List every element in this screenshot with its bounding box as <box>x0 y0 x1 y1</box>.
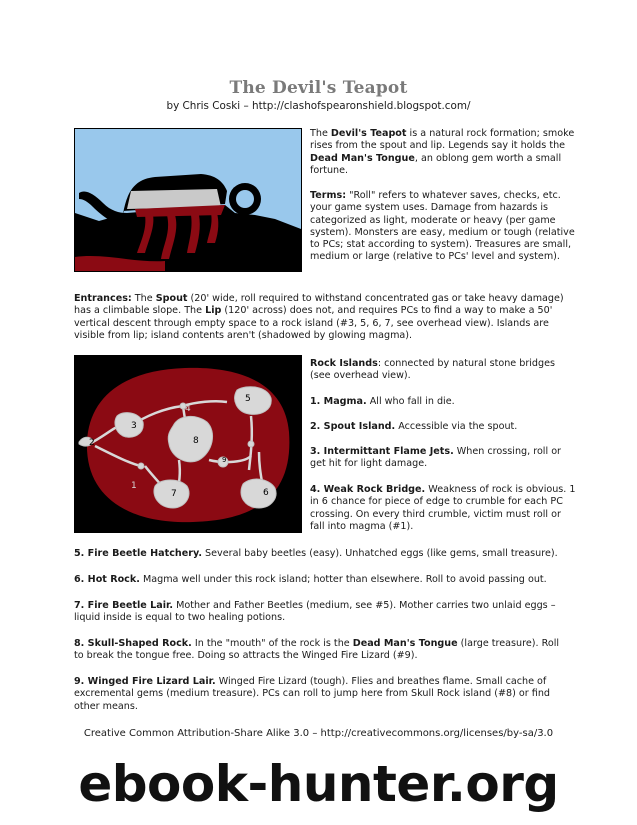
overhead-map-image <box>74 355 302 533</box>
license-footer: Creative Common Attribution-Share Alike 3.0 – http://creativecommons.org/licenses/by-sa/3.0 <box>83 728 554 739</box>
entrances-paragraph: Entrances: The Spout (20' wide, roll required to withstand concentrated gas or take heavy damage) has a climbable slope. The Lip (120' across) does not, and requires PCs to find a way to make a 50' vertical descent through empty space to a rock island (#3, 5, 6, 7, see overhead view). Islands are visible from lip; island contents aren't (shadowed by glowing magma). <box>74 293 564 341</box>
intro-paragraph: The Devil's Teapot is a natural rock formation; smoke rises from the spout and lip. Legends say it holds the Dead Man's Tongue, an oblong gem worth a small fortune. <box>310 128 575 176</box>
teapot-side-view-image <box>74 128 302 272</box>
entry-1: 1. Magma. All who fall in die. <box>310 396 455 407</box>
map-label-7: 7 <box>171 489 177 499</box>
map-label-8: 8 <box>193 436 199 446</box>
entry-4: 4. Weak Rock Bridge. Weakness of rock is obvious. 1 in 6 chance for piece of edge to crumble for each PC crossing. On every third crumble, victim must roll or fall into magma (#1). <box>310 484 576 532</box>
map-label-6: 6 <box>263 488 269 498</box>
entry-6: 6. Hot Rock. Magma well under this rock island; hotter than elsewhere. Roll to avoid passing out. <box>74 574 547 585</box>
entry-7: 7. Fire Beetle Lair. Mother and Father Beetles (medium, see #5). Mother carries two unlaid eggs – liquid inside is equal to two healing potions. <box>74 600 556 624</box>
map-label-4: 4 <box>185 404 191 414</box>
map-label-3: 3 <box>131 421 137 431</box>
map-label-2: 2 <box>89 438 95 448</box>
byline: by Chris Coski – http://clashofspearonshield.blogspot.com/ <box>166 100 471 112</box>
entry-8: 8. Skull-Shaped Rock. In the "mouth" of the rock is the Dead Man's Tongue (large treasure). Roll to break the tongue free. Doing so attracts the Winged Fire Lizard (#9). <box>74 638 560 662</box>
entry-3: 3. Intermittant Flame Jets. When crossing, roll or get hit for light damage. <box>310 446 562 470</box>
entry-2: 2. Spout Island. Accessible via the spout. <box>310 421 518 432</box>
entry-5: 5. Fire Beetle Hatchery. Several baby beetles (easy). Unhatched eggs (like gems, small treasure). <box>74 548 558 559</box>
watermark-text: ebook-hunter.org <box>78 755 559 813</box>
map-label-5: 5 <box>245 394 251 404</box>
entry-9: 9. Winged Fire Lizard Lair. Winged Fire Lizard (tough). Flies and breathes flame. Small cache of excremental gems (medium treasure). PCs can roll to jump here from Skull Rock island (#8) or find other means. <box>74 676 551 712</box>
map-label-9: 9 <box>222 456 227 464</box>
terms-paragraph: Terms: "Roll" refers to whatever saves, checks, etc. your game system uses. Damage from hazards is categorized as light, moderate or heavy (per game system). Monsters are easy, medium or tough (relative to PCs; stat according to system). Treasures are small, medium or large (relative to PCs' level and system). <box>310 190 575 263</box>
rock-islands-paragraph: Rock Islands: connected by natural stone bridges (see overhead view). <box>310 358 556 382</box>
page-title: The Devil's Teapot <box>229 78 408 98</box>
map-label-1: 1 <box>131 481 137 491</box>
